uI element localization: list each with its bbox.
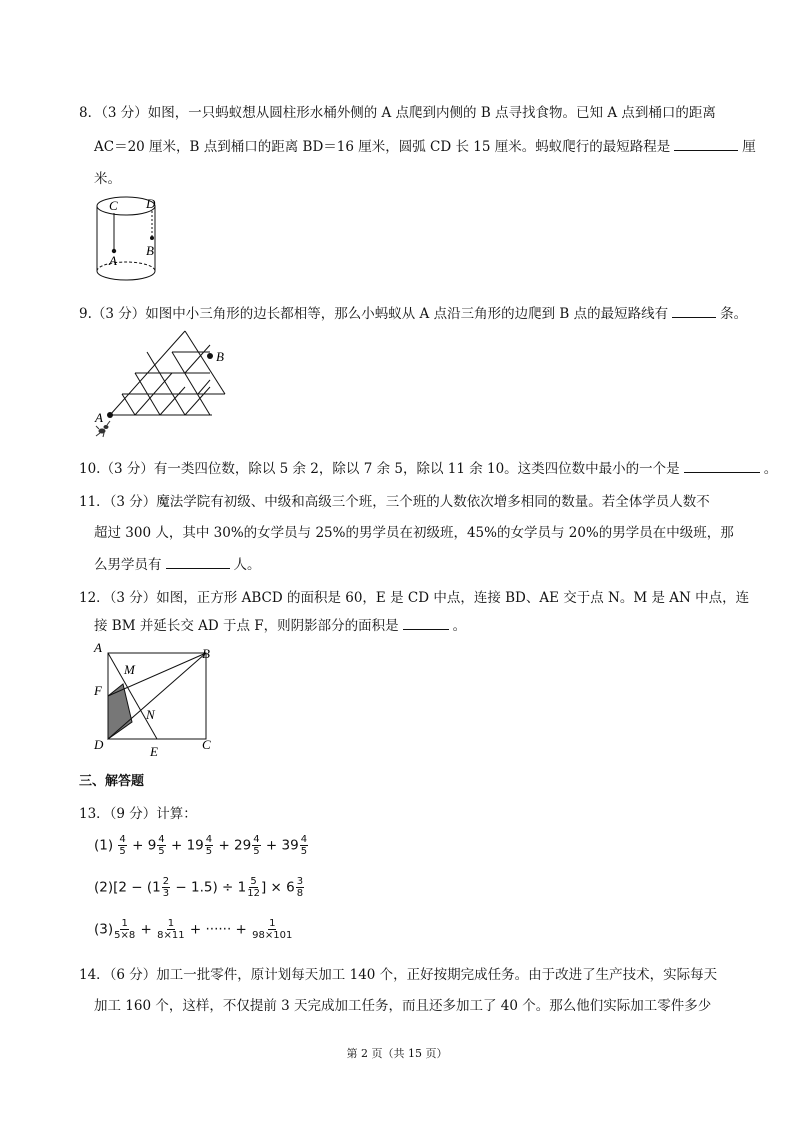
q13-heading: 13．（9 分）计算： bbox=[79, 806, 197, 822]
sq-label-e: E bbox=[150, 744, 158, 758]
q13-p2-den-1: 3 bbox=[162, 888, 170, 899]
sq-label-c: C bbox=[202, 737, 211, 752]
q13-p1-whole-3: 19 bbox=[186, 837, 204, 854]
q13-p3-num-2: 1 bbox=[167, 918, 175, 929]
q13-p1-t1-den: 5 bbox=[119, 846, 126, 857]
q13-p1-t2-den: 5 bbox=[158, 846, 165, 857]
q13-p3-op-1: + bbox=[140, 921, 152, 938]
q11-answer-blank bbox=[166, 556, 230, 569]
q13-p1-t2-num: 4 bbox=[158, 834, 165, 845]
sq-label-f: F bbox=[94, 683, 102, 698]
q13-p1-whole-5: 39 bbox=[281, 837, 299, 854]
q9-line bbox=[79, 302, 747, 322]
sq-label-n: N bbox=[146, 707, 155, 722]
q10-line bbox=[79, 457, 777, 477]
q10-answer-blank bbox=[684, 460, 760, 473]
q13-p3-den-2: 8×11 bbox=[157, 930, 185, 941]
q13-p1-prefix: (1) bbox=[94, 837, 114, 854]
q10-end: 。 bbox=[763, 461, 778, 477]
q13-p1-t1-num: 4 bbox=[119, 834, 126, 845]
q13-p2-num-1: 2 bbox=[162, 876, 170, 887]
q13-p3-den-1: 5×8 bbox=[114, 930, 136, 941]
section-heading: 三、解答题 bbox=[79, 774, 145, 789]
q13-part-3 bbox=[94, 918, 293, 941]
q13-p1-t4-num: 4 bbox=[253, 834, 260, 845]
q13-p1-t3-num: 4 bbox=[205, 834, 213, 845]
q13-p3-den-3: 98×101 bbox=[252, 930, 293, 941]
q13-p2-den-2: 12 bbox=[247, 888, 260, 899]
q13-p1-term-4 bbox=[252, 834, 260, 857]
q8-line-1: 8．（3 分）如图，一只蚂蚁想从圆柱形水桶外侧的 A 点爬到内侧的 B 点寻找食物。已知 A 点到桶口的距离 bbox=[79, 105, 716, 121]
q8-line-2-end: 厘 bbox=[742, 139, 756, 155]
q8-line-2 bbox=[94, 135, 756, 155]
q13-part-1 bbox=[94, 834, 309, 857]
cylinder-figure bbox=[90, 193, 170, 288]
q13-p1-t4-den: 5 bbox=[253, 846, 260, 857]
q9-end: 条。 bbox=[720, 306, 748, 322]
q11-line-3-text: 么男学员有 bbox=[94, 557, 162, 573]
q13-p2-num-2: 5 bbox=[250, 876, 257, 887]
cyl-label-b: B bbox=[146, 243, 154, 258]
q13-p2-frac-1 bbox=[162, 876, 170, 899]
q13-p1-term-2 bbox=[157, 834, 165, 857]
sq-label-d: D bbox=[94, 737, 104, 752]
q11-line-2: 超过 300 人，其中 30%的女学员与 25%的男学员在初级班，45%的女学员与 20%的男学员在中级班，那 bbox=[94, 525, 734, 541]
q8-line-2-text: AC＝20 厘米，B 点到桶口的距离 BD＝16 厘米，圆弧 CD 长 15 厘米。蚂蚁爬行的最短路程是 bbox=[94, 139, 671, 155]
q13-p3-op-2: + ······ + bbox=[189, 921, 247, 938]
q9-text: 9.（3 分）如图中小三角形的边长都相等，那么小蚂蚁从 A 点沿三角形的边爬到 B 点的最短路线有 bbox=[79, 306, 669, 322]
q13-p1-t5-num: 4 bbox=[300, 834, 308, 845]
q13-p1-term-1 bbox=[118, 834, 126, 857]
q13-p2-mid-2: ] × 6 bbox=[260, 879, 295, 896]
q10-text: 10.（3 分）有一类四位数，除以 5 余 2，除以 7 余 5，除以 11 余 10。这类四位数中最小的一个是 bbox=[79, 461, 680, 477]
q13-p1-term-5 bbox=[300, 834, 308, 857]
q13-p1-op-2: + bbox=[170, 837, 183, 854]
q12-line-2 bbox=[94, 614, 466, 634]
q12-line-2-text: 接 BM 并延长交 AD 于点 F，则阴影部分的面积是 bbox=[94, 618, 399, 634]
grid-label-b: B bbox=[216, 349, 224, 364]
q13-p1-term-3 bbox=[205, 834, 213, 857]
q13-p2-mid: − 1.5) ÷ 1 bbox=[171, 879, 247, 896]
q13-p1-t3-den: 5 bbox=[205, 846, 213, 857]
q13-p2-num-3: 3 bbox=[296, 876, 304, 887]
q8-line-3: 米。 bbox=[94, 171, 121, 187]
q11-line-3-end: 人。 bbox=[233, 557, 261, 573]
page-footer: 第 2 页（共 15 页） bbox=[346, 1047, 448, 1060]
triangle-grid-figure bbox=[90, 323, 240, 443]
q13-p1-op-4: + bbox=[265, 837, 278, 854]
q13-p1-op-1: + bbox=[132, 837, 144, 854]
q13-part-2 bbox=[94, 876, 305, 899]
q13-p1-op-3: + bbox=[218, 837, 230, 854]
cyl-label-c: C bbox=[109, 198, 118, 213]
q13-p3-num-1: 1 bbox=[121, 918, 128, 929]
q11-line-3 bbox=[94, 553, 261, 573]
q8-answer-blank bbox=[674, 138, 738, 151]
q13-p1-whole-4: 29 bbox=[234, 837, 252, 854]
square-figure bbox=[90, 638, 220, 758]
sq-label-b: B bbox=[202, 646, 210, 661]
q12-line-1: 12．（3 分）如图，正方形 ABCD 的面积是 60，E 是 CD 中点，连接 BD、AE 交于点 N。M 是 AN 中点，连 bbox=[79, 590, 750, 606]
q13-p3-frac-2 bbox=[157, 918, 184, 941]
q13-p1-t5-den: 5 bbox=[300, 846, 308, 857]
q12-line-2-end: 。 bbox=[452, 618, 467, 634]
q12-answer-blank bbox=[403, 617, 449, 630]
q11-line-1: 11．（3 分）魔法学院有初级、中级和高级三个班，三个班的人数依次增多相同的数量。若全体学员人数不 bbox=[79, 494, 710, 510]
q13-p2-den-3: 8 bbox=[296, 888, 304, 899]
q9-answer-blank bbox=[672, 305, 716, 318]
cyl-label-d: D bbox=[146, 196, 156, 211]
q13-p2-frac-2 bbox=[247, 876, 260, 899]
q13-p2-prefix: (2)[2 − (1 bbox=[94, 879, 161, 896]
q13-p3-frac-1 bbox=[114, 918, 135, 941]
sq-label-m: M bbox=[124, 662, 135, 677]
q14-line-2: 加工 160 个，这样，不仅提前 3 天完成加工任务，而且还多加工了 40 个。那么他们实际加工零件多少 bbox=[94, 998, 712, 1014]
grid-label-a: A bbox=[95, 410, 103, 425]
q13-p2-frac-3 bbox=[296, 876, 304, 899]
cyl-label-a: A bbox=[109, 253, 117, 268]
sq-label-a: A bbox=[94, 640, 102, 655]
q13-p3-num-3: 1 bbox=[269, 918, 276, 929]
q13-p3-frac-3 bbox=[252, 918, 292, 941]
q13-p3-prefix: (3) bbox=[94, 921, 114, 938]
q14-line-1: 14．（6 分）加工一批零件，原计划每天加工 140 个，正好按期完成任务。由于改进了生产技术，实际每天 bbox=[79, 967, 718, 983]
q13-p1-whole-2: 9 bbox=[147, 837, 157, 854]
